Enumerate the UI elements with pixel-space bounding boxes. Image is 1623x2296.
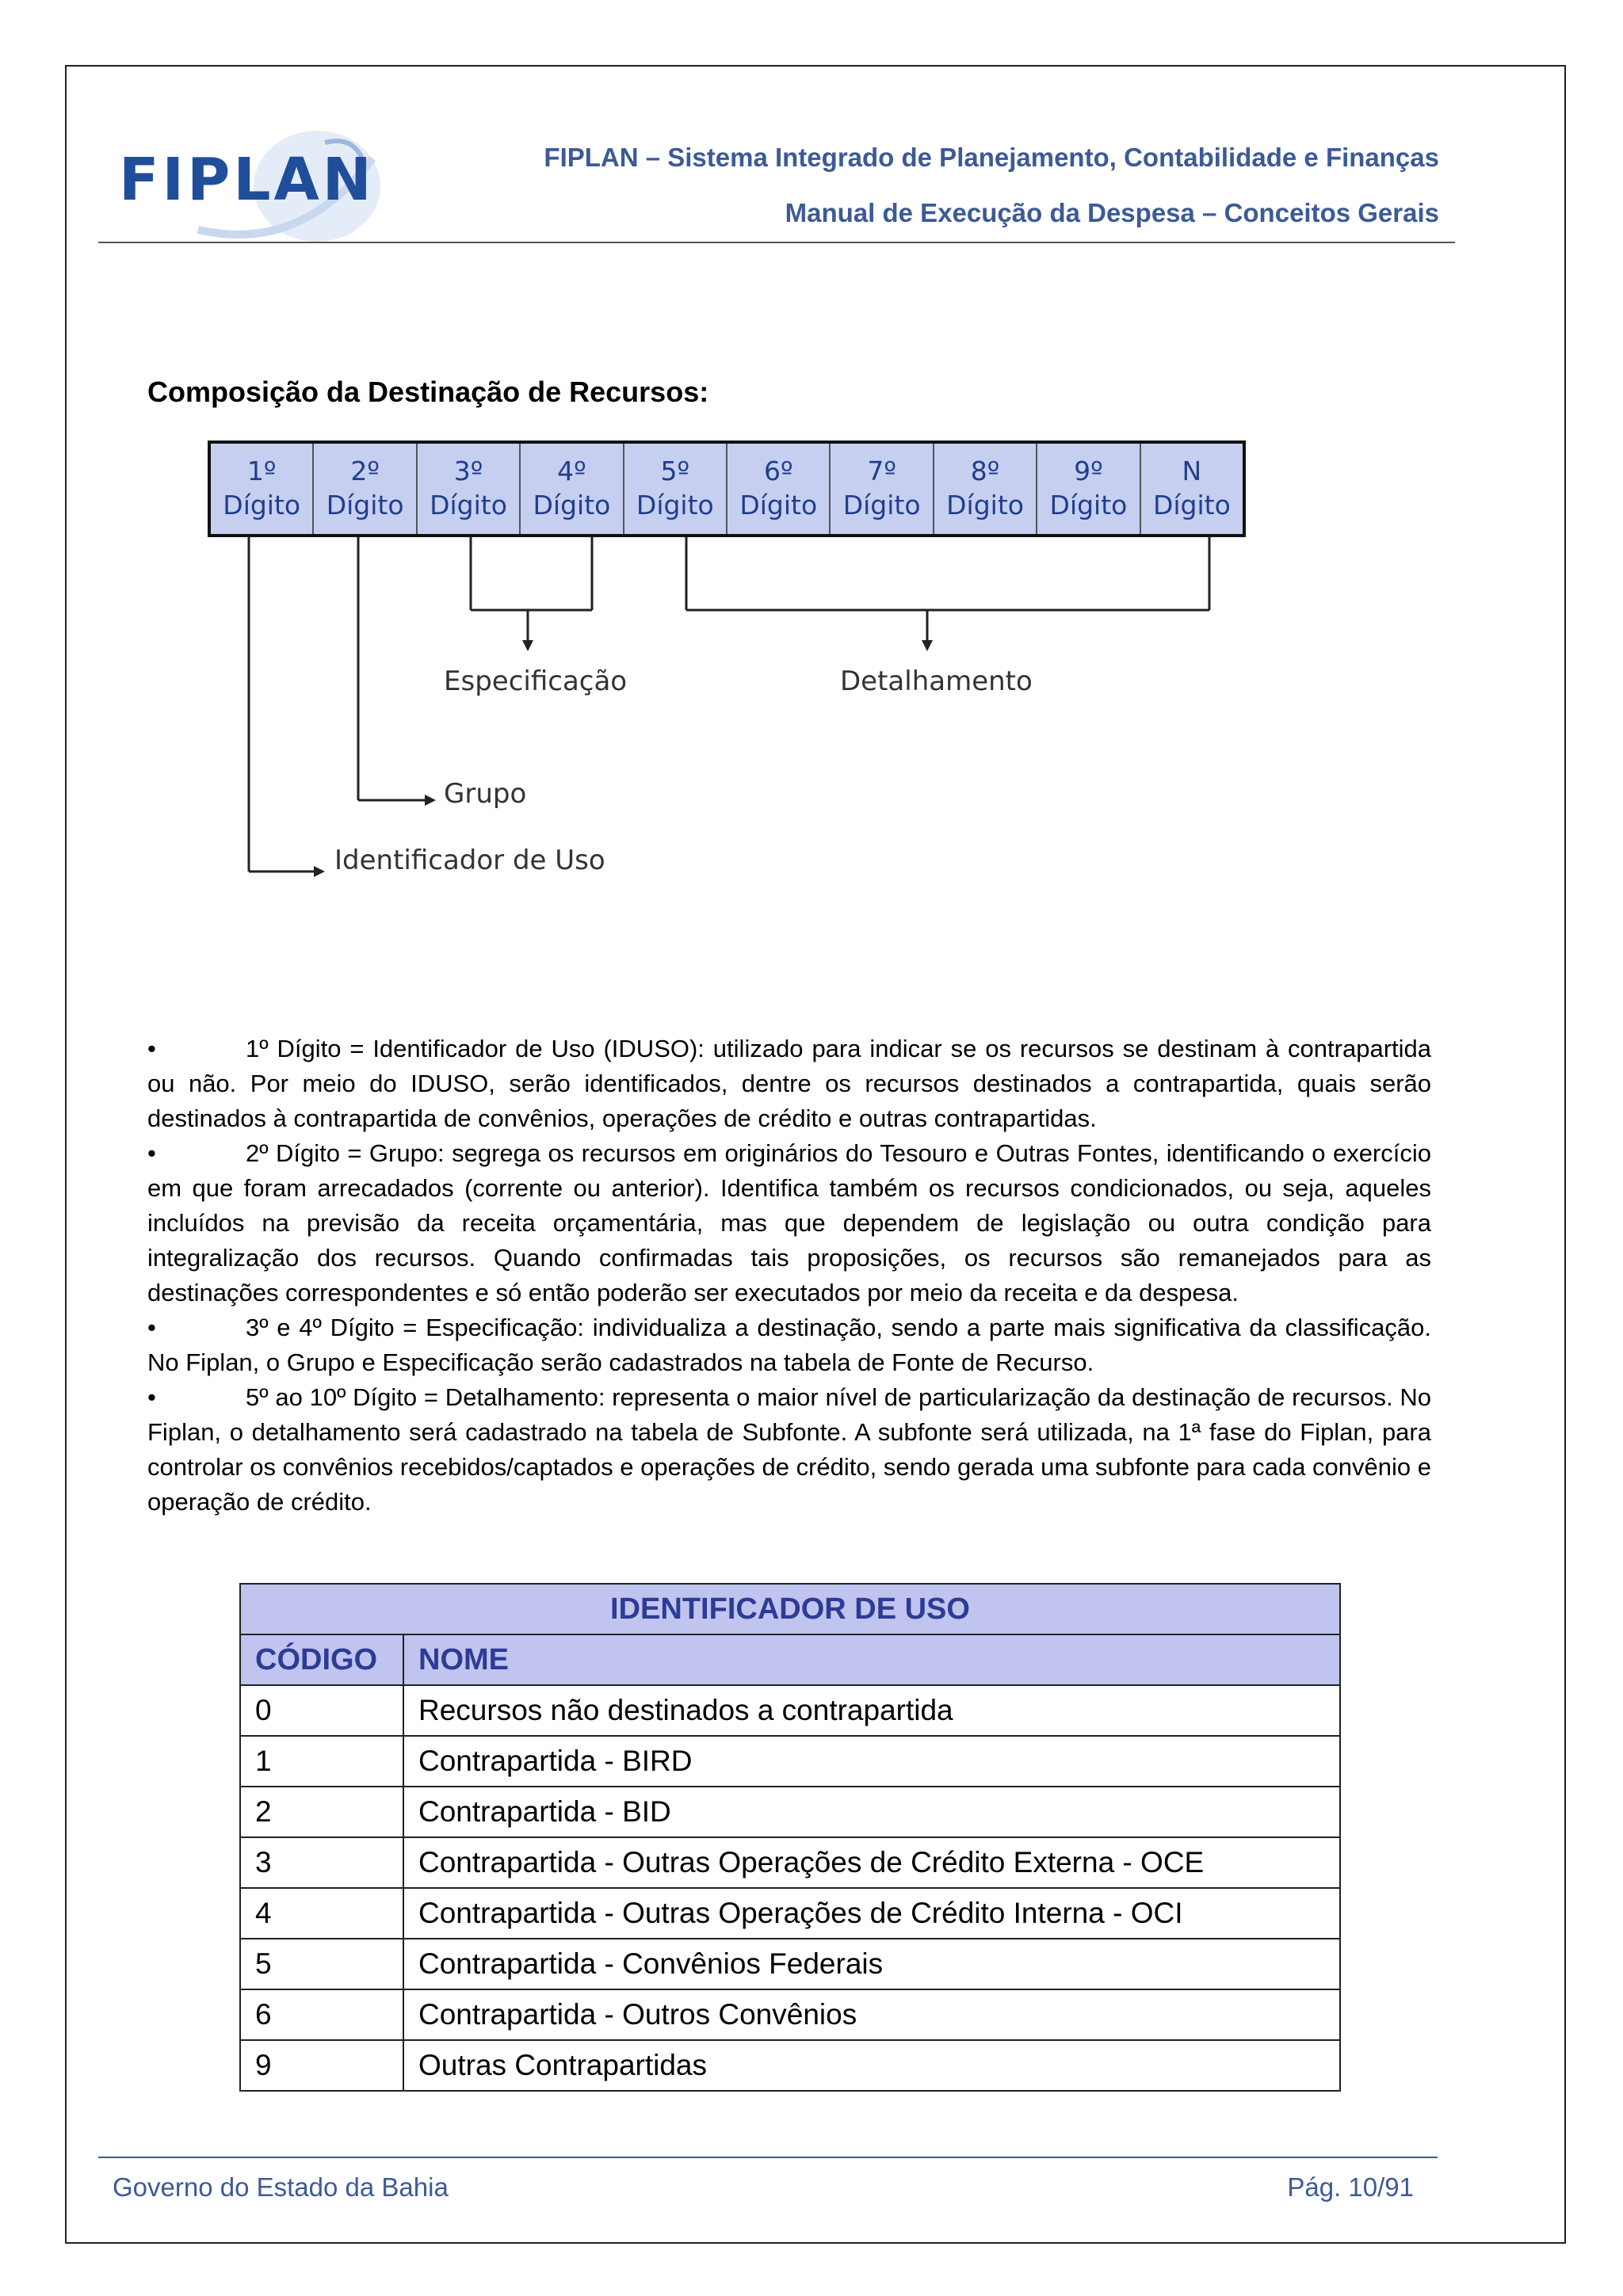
label-grupo: Grupo [444,778,527,810]
digit-label: Dígito [1049,490,1128,521]
digit-cell [521,444,624,534]
table-row [240,1989,1340,2040]
bullet-paragraph [147,1310,1431,1380]
column-header-nome: NOME [403,1634,1340,1685]
header-divider [98,242,1455,243]
digit-cell [831,444,934,534]
table-row [240,1837,1340,1888]
cell-nome: Contrapartida - BID [403,1787,1340,1837]
section-title: Composição da Destinação de Recursos: [147,376,709,408]
bullet-icon: • [147,1139,156,1167]
bullet-icon: • [147,1383,156,1411]
cell-nome: Contrapartida - Outros Convênios [403,1989,1340,2040]
cell-codigo: 2 [240,1787,403,1837]
digit-cell [1141,444,1243,534]
table-row [240,1787,1340,1837]
cell-nome: Contrapartida - Outras Operações de Crédito Interna - OCI [403,1888,1340,1939]
paragraph-text: 1º Dígito = Identificador de Uso (IDUSO): utilizado para indicar se os recursos se destinam à contrapartida ou não. Por meio do IDUSO, serão identificados, dentre os recursos destinados a contrapartida, quais serão destinados à contrapartida de convênios, operações de crédito e outras contrapartidas. [147,1035,1431,1132]
cell-nome: Outras Contrapartidas [403,2040,1340,2091]
cell-codigo: 4 [240,1888,403,1939]
table-row [240,1939,1340,1989]
fiplan-logo [119,127,380,246]
digit-ordinal: 6º [763,456,793,487]
cell-codigo: 6 [240,1989,403,2040]
digit-label: Dígito [430,490,507,521]
body-text [147,1032,1431,1520]
footer-left: Governo do Estado da Bahia [113,2172,449,2202]
bullet-paragraph [147,1136,1431,1310]
table-row [240,2040,1340,2091]
digit-cell [727,444,831,534]
digit-ordinal: 5º [660,456,690,487]
bullet-icon: • [147,1314,156,1341]
column-header-codigo: CÓDIGO [240,1634,403,1685]
cell-codigo: 1 [240,1736,403,1787]
digit-label: Dígito [223,490,301,521]
digit-cell [418,444,521,534]
paragraph-text: 3º e 4º Dígito = Especificação: individualiza a destinação, sendo a parte mais significativa da classificação. No Fiplan, o Grupo e Especificação serão cadastrados na tabela de Fonte de Recurso. [147,1314,1431,1376]
paragraph-text: 2º Dígito = Grupo: segrega os recursos em originários do Tesouro e Outras Fontes, identificando o exercício em que foram arrecadados (corrente ou anterior). Identifica também os recursos condicionados, ou seja, aqueles incluídos na previsão da receita orçamentária, mas que dependem de legislação ou outra condição para integralização dos recursos. Quando confirmadas tais proposições, os recursos são remanejados para as destinações correspondentes e só então poderão ser executados por meio da receita e da despesa. [147,1139,1431,1306]
table-row [240,1736,1340,1787]
digit-label: Dígito [946,490,1024,521]
digit-label: Dígito [1152,490,1231,521]
cell-nome: Contrapartida - Outras Operações de Crédito Externa - OCE [403,1837,1340,1888]
digit-label: Dígito [842,490,921,521]
cell-nome: Contrapartida - BIRD [403,1736,1340,1787]
cell-nome: Recursos não destinados a contrapartida [403,1685,1340,1736]
digit-cell [934,444,1037,534]
header-title: FIPLAN – Sistema Integrado de Planejamento, Contabilidade e Finanças [544,143,1439,172]
cell-nome: Contrapartida - Convênios Federais [403,1939,1340,1989]
digit-diagram [208,441,1246,537]
cell-codigo: 3 [240,1837,403,1888]
header-subtitle: Manual de Execução da Despesa – Conceitos Gerais [785,198,1439,227]
identificador-table [239,1583,1341,2092]
digit-cell [1037,444,1140,534]
label-identificador: Identificador de Uso [334,845,605,876]
digit-ordinal: 8º [970,456,1000,487]
cell-codigo: 0 [240,1685,403,1736]
cell-codigo: 9 [240,2040,403,2091]
digit-cell [314,444,417,534]
table-row [240,1888,1340,1939]
paragraph-text: 5º ao 10º Dígito = Detalhamento: representa o maior nível de particularização da destinação de recursos. No Fiplan, o detalhamento será cadastrado na tabela de Subfonte. A subfonte será utilizada, na 1ª fase do Fiplan, para controlar os convênios recebidos/captados e operações de crédito, sendo gerada uma subfonte para cada convênio e operação de crédito. [147,1383,1431,1516]
digit-label: Dígito [636,490,714,521]
label-detalhamento: Detalhamento [840,666,1033,697]
digit-cell [624,444,727,534]
table-row [240,1685,1340,1736]
digit-cell [211,444,314,534]
digit-ordinal: 2º [350,456,380,487]
logo-text: FIPLAN [119,146,375,214]
digit-ordinal: 3º [453,456,483,487]
footer-divider [98,2157,1438,2158]
digit-ordinal: 9º [1074,456,1103,487]
digit-ordinal: 7º [867,456,896,487]
digit-label: Dígito [739,490,818,521]
label-especificacao: Especificação [444,666,628,697]
bullet-paragraph [147,1032,1431,1136]
digit-ordinal: N [1182,456,1202,487]
digit-label: Dígito [533,490,611,521]
table-title: IDENTIFICADOR DE USO [240,1584,1340,1634]
bullet-paragraph [147,1380,1431,1520]
digit-ordinal: 4º [557,456,586,487]
digit-label: Dígito [326,490,404,521]
bullet-icon: • [147,1035,156,1062]
page-number: Pág. 10/91 [1287,2172,1414,2202]
cell-codigo: 5 [240,1939,403,1989]
digit-ordinal: 1º [246,456,277,487]
